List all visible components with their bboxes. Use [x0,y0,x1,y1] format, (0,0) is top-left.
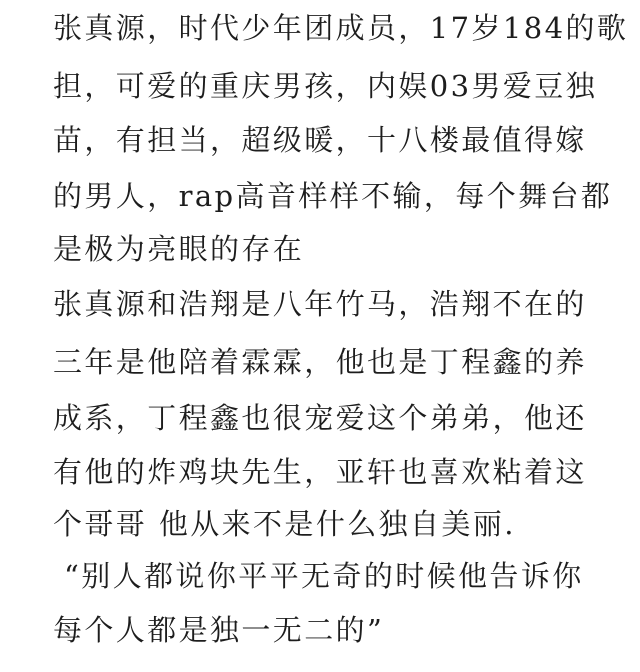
text-line-6: 张真源和浩翔是八年竹马，浩翔不在的 [53,287,587,321]
text-line-5: 是极为亮眼的存在 [53,232,305,266]
text-line-3: 苗，有担当，超级暖，十八楼最值得嫁 [53,123,587,157]
text-line-10: 个哥哥 他从来不是什么独自美丽. [53,507,516,541]
text-line-11: “别人都说你平平无奇的时候他告诉你 [64,559,584,593]
text-line-1: 张真源，时代少年团成员，17岁184的歌 [53,11,629,45]
text-line-8: 成系，丁程鑫也很宠爱这个弟弟，他还 [53,401,587,435]
text-line-9: 有他的炸鸡块先生，亚轩也喜欢粘着这 [53,455,587,489]
text-line-12: 每个人都是独一无二的” [53,613,385,647]
text-line-4: 的男人，rap高音样样不输，每个舞台都 [53,179,613,213]
text-line-2: 担，可爱的重庆男孩，内娱03男爱豆独 [53,69,598,103]
text-line-7: 三年是他陪着霖霖，他也是丁程鑫的养 [53,345,587,379]
